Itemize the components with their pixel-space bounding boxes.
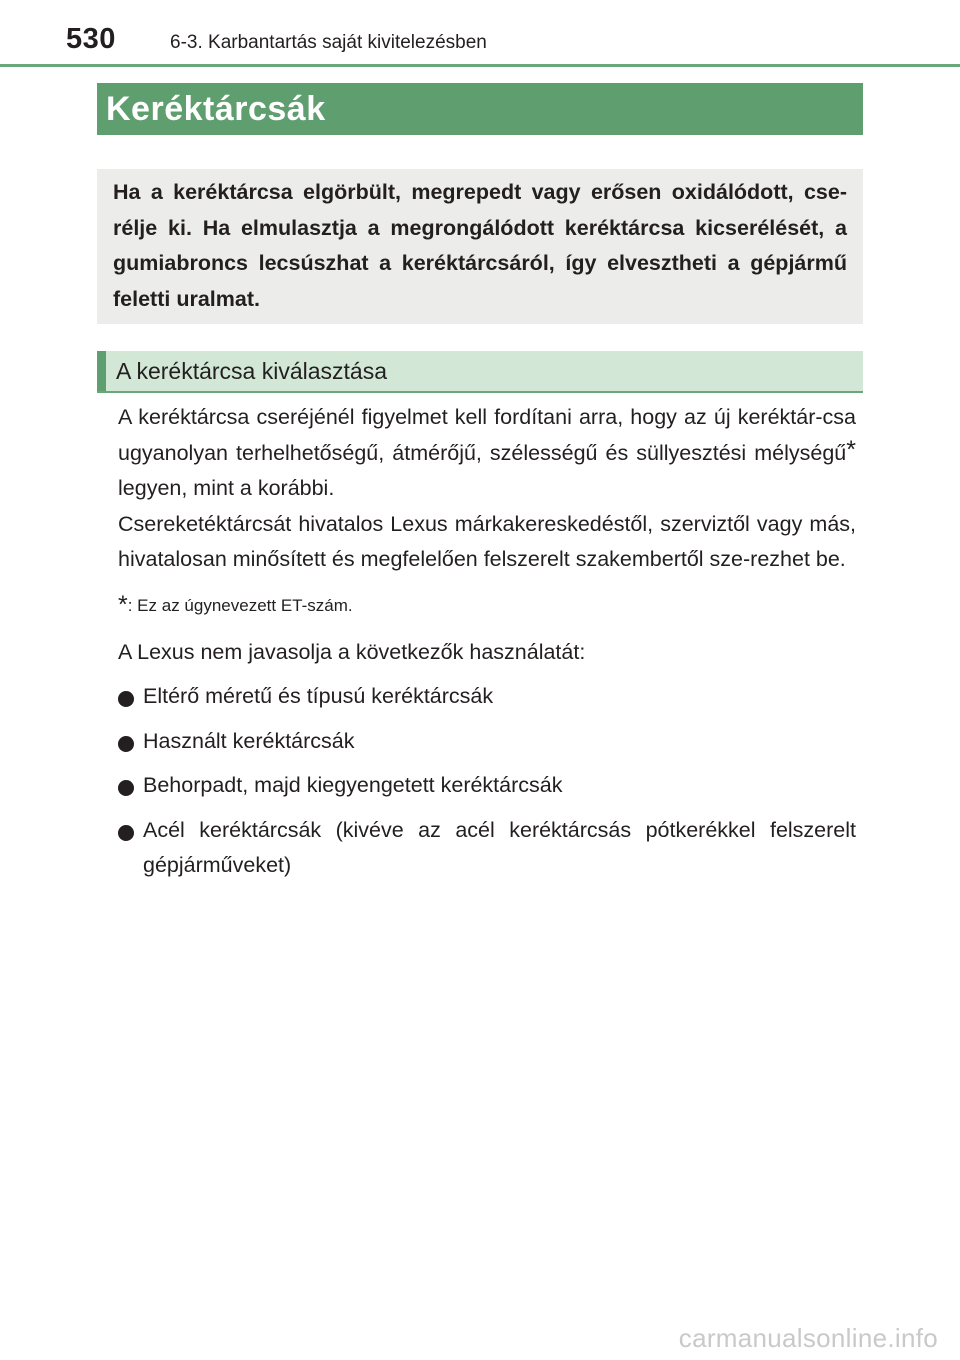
section-label: 6-3. Karbantartás saját kivitelezésben <box>170 32 487 53</box>
title-bar <box>97 83 863 135</box>
list-item-text: Acél keréktárcsák (kivéve az acél keréktárcsás pótkerékkel felszerelt gépjárműveket) <box>143 817 856 877</box>
list-intro: A Lexus nem javasolja a következők használatát: <box>118 639 586 664</box>
paragraph-1 <box>118 400 856 507</box>
bullet-icon <box>118 780 134 796</box>
subsection-title: A keréktárcsa kiválasztása <box>116 358 388 384</box>
asterisk-mark: * <box>846 435 856 464</box>
paragraph-1-text: A keréktárcsa cseréjénél figyelmet kell fordítani arra, hogy az új keréktár-csa ugyanolyan terhelhetőségű, átmérőjű, szélességű és süllyesztési mélységű <box>118 405 856 465</box>
subsection-header <box>97 351 863 393</box>
subsection-accent <box>97 351 106 391</box>
list-item-text: Behorpadt, majd kiegyengetett keréktárcsák <box>143 773 563 797</box>
paragraph-2: Csereketéktárcsát hivatalos Lexus márkakereskedéstől, szerviztől vagy más, hivatalosan minősített és megfelelően felszerelt szakembertől sze-rezhet be. <box>118 511 856 571</box>
main-content <box>118 400 856 893</box>
list-item <box>118 768 856 804</box>
list-item-text: Használt keréktárcsák <box>143 728 355 753</box>
bullet-list <box>118 679 856 884</box>
warning-box <box>97 169 863 324</box>
bullet-icon <box>118 736 134 752</box>
footnote <box>118 592 856 619</box>
page-title: Keréktárcsák <box>106 90 326 128</box>
watermark: carmanualsonline.info <box>678 1323 938 1353</box>
list-item <box>118 724 856 760</box>
warning-text: Ha a keréktárcsa elgörbült, megrepedt vagy erősen oxidálódott, cse-rélje ki. Ha elmulasztja a megrongálódott keréktárcsa kicserélését, a gumiabroncs lecsúszhat a keréktárcsáról, így elvesztheti a gépjármű feletti uralmat. <box>113 180 847 311</box>
bullet-icon <box>118 825 134 841</box>
header-divider <box>0 64 960 67</box>
list-item <box>118 679 856 715</box>
list-item-text: Eltérő méretű és típusú keréktárcsák <box>143 684 494 708</box>
list-item <box>118 813 856 884</box>
footnote-text: : Ez az úgynevezett ET-szám. <box>127 595 353 615</box>
page-number: 530 <box>66 23 116 55</box>
bullet-icon <box>118 691 134 707</box>
page-header <box>0 0 960 68</box>
paragraph-1-end: legyen, mint a korábbi. <box>118 476 335 500</box>
footnote-asterisk: * <box>118 590 128 619</box>
